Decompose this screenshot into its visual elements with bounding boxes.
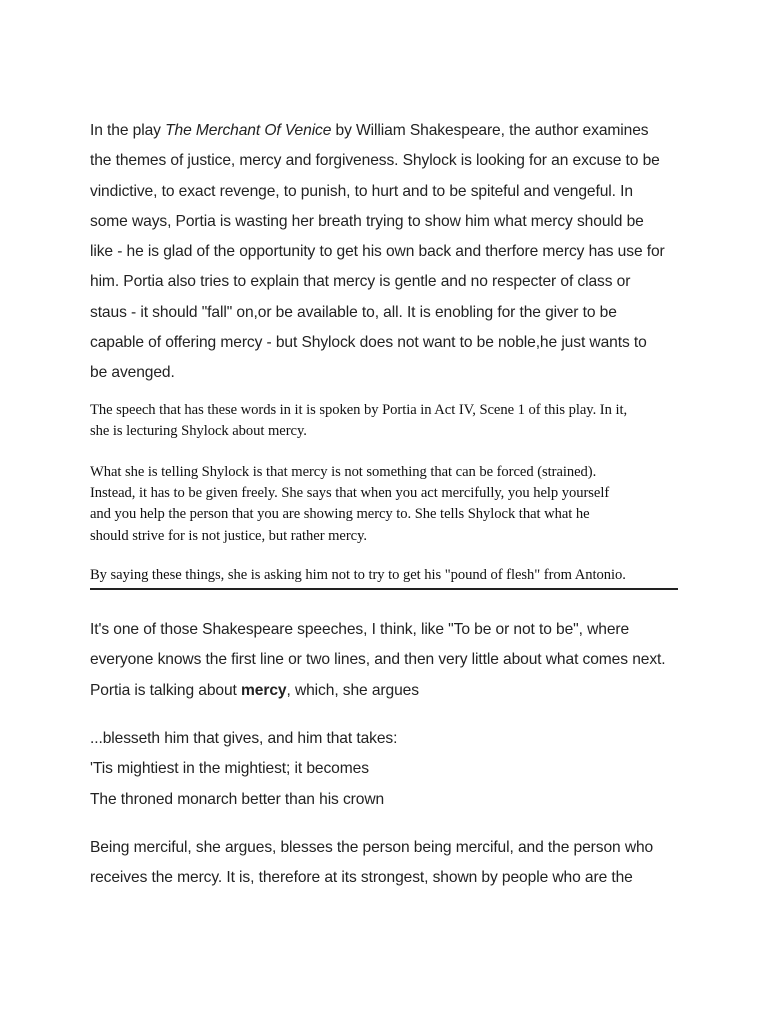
text-line: like - he is glad of the opportunity to get his own back and therfore mercy has use for xyxy=(90,243,665,261)
section-divider xyxy=(90,588,678,590)
commentary-paragraph xyxy=(90,615,690,706)
text-line xyxy=(90,116,690,146)
speech-context-paragraph xyxy=(90,400,690,442)
text-line: Instead, it has to be given freely. She says that when you act mercifully, you help yourself xyxy=(90,485,610,502)
text-line: Being merciful, she argues, blesses the person being merciful, and the person who xyxy=(90,839,654,856)
text-line: should strive for is not justice, but rather mercy. xyxy=(90,527,367,544)
text-span: , which, she argues xyxy=(286,681,419,699)
mercy-explanation-paragraph xyxy=(90,462,690,547)
text-span: by William Shakespeare, the author examines xyxy=(331,122,649,139)
text-line: capable of offering mercy - but Shylock does not want to be noble,he just wants to xyxy=(90,334,647,352)
text-line: the themes of justice, mercy and forgiveness. Shylock is looking for an excuse to be xyxy=(90,152,660,170)
text-line: be avenged. xyxy=(90,364,175,382)
text-span: In the play xyxy=(90,122,166,139)
text-line: vindictive, to exact revenge, to punish, to hurt and to be spiteful and vengeful. In xyxy=(90,182,633,200)
text-line: By saying these things, she is asking him not to try to get his "pound of flesh" from Antonio. xyxy=(90,567,626,583)
text-line: him. Portia also tries to explain that mercy is gentle and no respecter of class or xyxy=(90,273,631,291)
text-line: some ways, Portia is wasting her breath trying to show him what mercy should be xyxy=(90,212,644,230)
speech-quote xyxy=(90,724,690,815)
text-line: and you help the person that you are showing mercy to. She tells Shylock that what he xyxy=(90,506,590,523)
text-line: staus - it should "fall" on,or be available to, all. It is enobling for the giver to be xyxy=(90,303,617,321)
text-line: It's one of those Shakespeare speeches, I think, like "To be or not to be", where xyxy=(90,621,630,638)
pound-of-flesh-paragraph xyxy=(90,565,690,586)
text-line: everyone knows the first line or two lines, and then very little about what comes next. xyxy=(90,651,666,669)
quote-line: ...blesseth him that gives, and him that takes: xyxy=(90,730,398,747)
emphasis-word: mercy xyxy=(241,681,287,699)
quote-line: The throned monarch better than his crown xyxy=(90,790,385,808)
text-line: The speech that has these words in it is spoken by Portia in Act IV, Scene 1 of this play. In it, xyxy=(90,402,628,418)
text-line: she is lecturing Shylock about mercy. xyxy=(90,423,307,440)
intro-paragraph xyxy=(90,116,690,389)
text-line xyxy=(90,676,690,706)
play-title: The Merchant Of Venice xyxy=(165,122,332,139)
text-line: What she is telling Shylock is that mercy is not something that can be forced (strained). xyxy=(90,464,597,480)
quote-line: 'Tis mightiest in the mightiest; it becomes xyxy=(90,760,369,778)
text-span: Portia is talking about xyxy=(90,681,242,699)
analysis-paragraph xyxy=(90,833,690,894)
text-line: receives the mercy. It is, therefore at its strongest, shown by people who are the xyxy=(90,869,633,887)
